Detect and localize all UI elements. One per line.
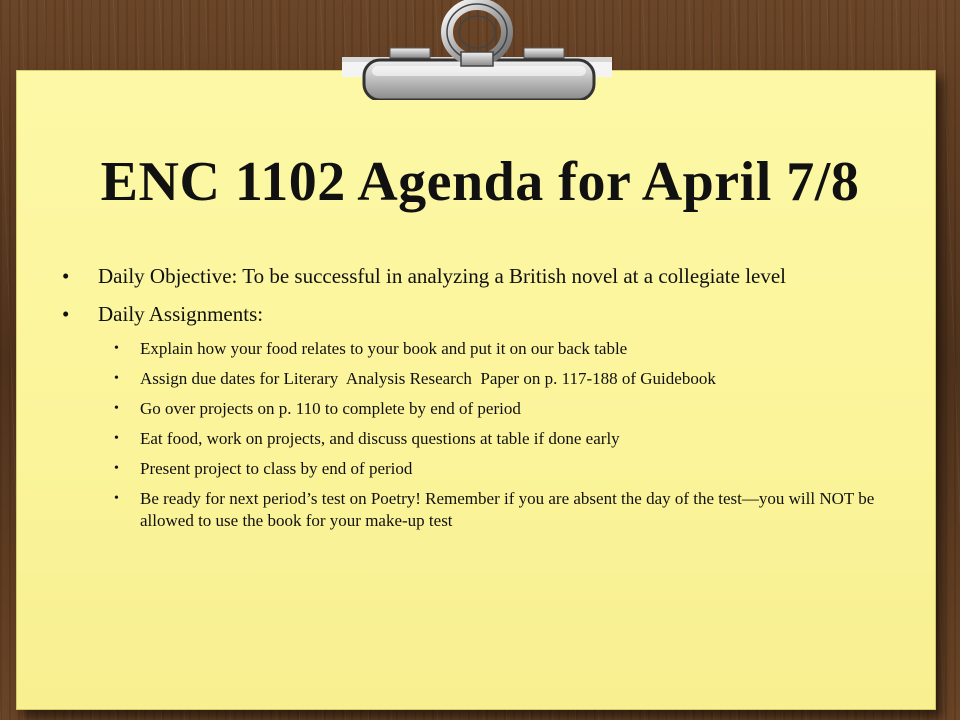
assignment-text: Go over projects on p. 110 to complete by end of period [140,399,521,418]
assignment-item [114,428,902,450]
bullet-icon: • [114,401,119,416]
bullet-icon: • [114,371,119,386]
assignment-item [114,488,902,532]
bullet-icon: • [62,264,70,288]
assignment-text: Assign due dates for Literary Analysis Research Paper on p. 117-188 of Guidebook [140,369,716,388]
bullet-icon: • [114,491,119,506]
assignment-item [114,458,902,480]
list-item-assignments [62,300,902,328]
bullet-icon: • [114,341,119,356]
assignment-item [114,398,902,420]
objective-text: Daily Objective: To be successful in analyzing a British novel at a collegiate level [98,264,787,288]
assignments-heading: Daily Assignments: [98,302,264,326]
list-item-objective [62,262,902,290]
bullet-icon: • [114,431,119,446]
page-title: ENC 1102 Agenda for April 7/8 [100,151,860,213]
assignment-item [114,368,902,390]
assignment-text: Be ready for next period’s test on Poetry! Remember if you are absent the day of the test—you will NOT be allowed to use the book for your make-up test [140,489,875,530]
binder-clip-icon [342,0,612,100]
agenda-list [62,262,902,540]
assignment-text: Present project to class by end of period [140,459,413,478]
assignment-text: Explain how your food relates to your book and put it on our back table [140,339,628,358]
bullet-icon: • [114,461,119,476]
assignment-item [114,338,902,360]
bullet-icon: • [62,302,70,326]
assignment-text: Eat food, work on projects, and discuss questions at table if done early [140,429,620,448]
